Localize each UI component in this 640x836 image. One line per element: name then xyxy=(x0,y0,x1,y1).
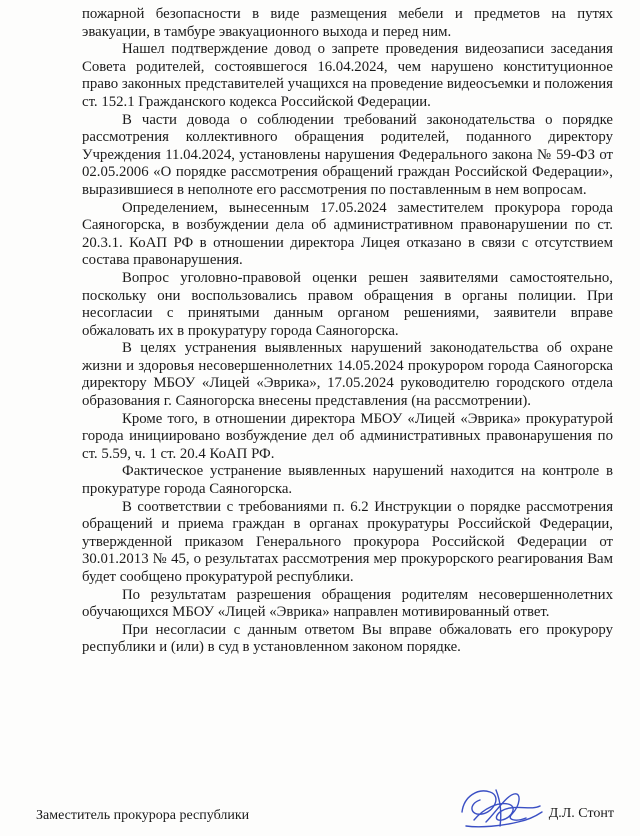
letter-body xyxy=(82,6,613,657)
paragraph-video-recording: Нашел подтверждение довод о запрете проведения видеозаписи заседания Совета родителей, состоявшегося 16.04.2024, чем нарушено конституционное право законных представителей учащихся на проведение видеосъемки и положения ст. 152.1 Гражданского кодекса Российской Федерации. xyxy=(82,41,613,110)
signature-block xyxy=(36,802,614,826)
paragraph-appeal-rights: При несогласии с данным ответом Вы вправе обжаловать его прокурору республики и (или) в суд в установленном законом порядке. xyxy=(82,621,613,656)
paragraph-collective-appeal: В части довода о соблюдении требований законодательства о порядке рассмотрения коллективного обращения родителей, поданного директору Учреждения 11.04.2024, установлены нарушения Федерального закона № 59-ФЗ от 02.05.2006 «О порядке рассмотрения обращений граждан Российской Федерации», выразившиеся в неполноте его рассмотрения по поставленным в нем вопросам. xyxy=(82,111,613,198)
signer-title: Заместитель прокурора республики xyxy=(36,808,250,823)
paragraph-criminal-assessment: Вопрос уголовно-правовой оценки решен заявителями самостоятельно, поскольку они воспользовались правом обращения в органы полиции. При несогласии с принятыми данным органом решениями, заявители вправе обжаловать их в прокуратуру города Саяногорска. xyxy=(82,269,613,339)
signer-name: Д.Л. Стонт xyxy=(548,806,614,821)
handwritten-signature-icon xyxy=(456,782,546,834)
paragraph-control: Фактическое устранение выявленных нарушений находится на контроле в прокуратуре города Саяногорска. xyxy=(82,463,613,498)
paragraph-fire-safety: пожарной безопасности в виде размещения мебели и предметов на путях эвакуации, в тамбуре эвакуационного выхода и перед ним. xyxy=(82,6,613,40)
paragraph-ruling: Определением, вынесенным 17.05.2024 заместителем прокурора города Саяногорска, в возбуждении дела об административном правонарушении по ст. 20.3.1. КоАП РФ в отношении директора Лицея отказано в связи с отсутствием состава правонарушения. xyxy=(82,199,613,269)
paragraph-reasoned-answer: По результатам разрешения обращения родителям несовершеннолетних обучающихся МБОУ «Лицей «Эврика» направлен мотивированный ответ. xyxy=(82,586,613,621)
paragraph-administrative-cases: Кроме того, в отношении директора МБОУ «Лицей «Эврика» прокуратурой города инициировано возбуждение дел об административных правонарушения по ст. 5.59, ч. 1 ст. 20.4 КоАП РФ. xyxy=(82,410,613,462)
paragraph-instruction: В соответствии с требованиями п. 6.2 Инструкции о порядке рассмотрения обращений и приема граждан в органах прокуратуры Российской Федерации, утвержденной приказом Генерального прокурора Российской Федерации от 30.01.2013 № 45, о результатах рассмотрения мер прокурорского реагирования Вам будет сообщено прокуратурой республики. xyxy=(82,498,613,585)
paragraph-representations: В целях устранения выявленных нарушений законодательства об охране жизни и здоровья несовершеннолетних 14.05.2024 прокурором города Саяногорска директору МБОУ «Лицей «Эврика», 17.05.2024 руководителю городского отдела образования г. Саяногорска внесены представления (на рассмотрении). xyxy=(82,340,613,410)
